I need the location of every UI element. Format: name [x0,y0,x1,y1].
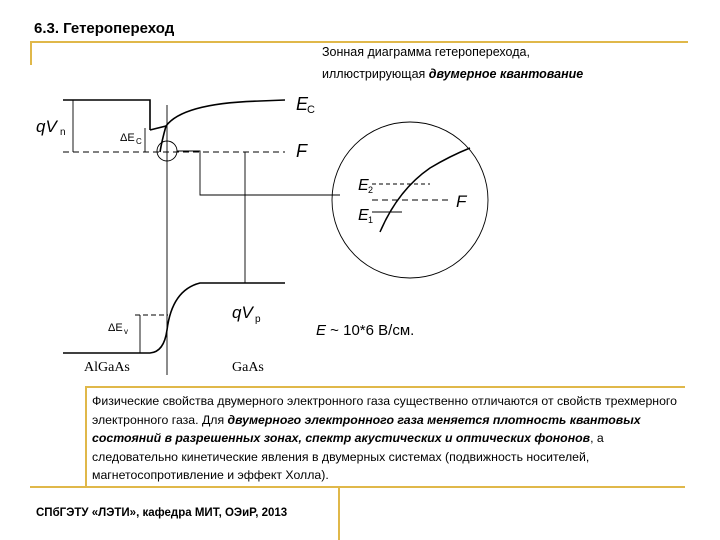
paragraph-emphasis: двумерного электронного газа меняется плотность квантовых состояний в разрешенных зонах, спектр акустических и оптических фононов [92,412,641,446]
field-symbol: E [316,322,327,339]
field-value: ~ 10*6 В/см. [326,322,415,339]
label-qvp-sub: p [255,314,261,325]
label-dec: ΔE [120,132,135,144]
zoom-connector [177,151,340,195]
caption-line-1: Зонная диаграмма гетероперехода, [322,45,530,59]
label-ec-sub: C [307,104,315,116]
paragraph-part-2: , а следовательно кинетические явления в двумерных системах (подвижность носителей, магнетосопротивление и эффект Холла). [92,431,604,483]
label-qvp: qV [232,303,253,322]
footer-text: СПбГЭТУ «ЛЭТИ», кафедра МИТ, ОЭиР, 2013 [36,507,288,519]
conduction-band-left [63,100,150,130]
label-dev-sub: v [124,327,128,336]
zoom-band-curve [380,148,470,232]
label-e1: E [358,207,369,224]
body-paragraph [92,392,690,485]
page-title: 6.3. Гетеропереход [34,20,175,37]
conduction-band-step [150,126,166,130]
caption-line-2-emphasis: двумерное квантование [428,67,584,81]
paragraph-divider [85,386,685,388]
footer-accent-bar [338,486,340,540]
label-qvn: qV [36,117,57,136]
conduction-band-curve [160,100,285,152]
label-dec-sub: C [136,137,142,146]
footer-divider [30,486,685,488]
paragraph-accent-bar [85,386,87,486]
label-e2-sub: 2 [368,185,374,195]
label-f-zoom: F [456,192,467,211]
electric-field-note [316,322,414,339]
material-right-label: GaAs [232,360,264,375]
caption-line-2-plain: иллюстрирующая [322,67,429,81]
paragraph-part-1: Физические свойства двумерного электронного газа существенно отличаются от свойств трехмерного электронного газа. Для [92,394,677,427]
material-left-label: AlGaAs [84,360,130,375]
label-ec: E [296,94,309,114]
label-dev: ΔE [108,322,123,334]
label-e1-sub: 1 [368,215,374,225]
label-qvn-sub: n [60,127,66,138]
label-f: F [296,141,307,161]
label-e2: E [358,177,369,194]
